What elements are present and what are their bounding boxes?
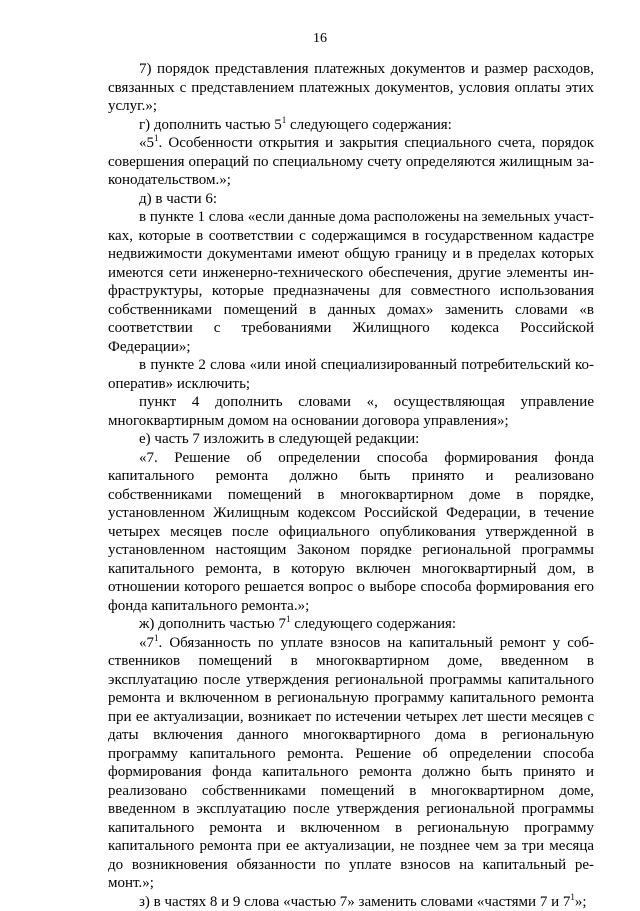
- page-number: 16: [0, 31, 640, 47]
- paragraph-d: д) в части 6:: [108, 190, 594, 209]
- paragraph-g-tail: следующего содержания:: [286, 117, 452, 133]
- paragraph-point-4: пункт 4 дополнить словами «, осуществляющая управление многоквартирным домом на основании договора управления»;: [108, 393, 594, 430]
- paragraph-g: [108, 116, 594, 135]
- superscript-mark: 1: [154, 633, 159, 643]
- paragraph-zh-text: ж) дополнить частью 7: [139, 616, 286, 632]
- paragraph-zh-tail: следующего содержания:: [290, 616, 456, 632]
- superscript-mark: 1: [570, 892, 575, 902]
- paragraph-point-1: в пункте 1 слова «если данные дома расположены на земельных участках, которые в соответствии с содержащимся в государственном кадастре недвижимости документами имеют общую границу и в пределах которых имеются сети инженерно-технического обеспечения, другие элементы инфраструктуры, которые предназначены для совместного использования собственниками помещений в данных домах» заменить словами «в соответствии с требованиями Жилищного кодекса Российской Федерации»;: [108, 208, 594, 356]
- paragraph-part-5-1-text: . Особенности открытия и закрытия специального счета, порядок совершения операций по специальному счету определяются жилищным законодательством.»;: [108, 135, 594, 188]
- superscript-mark: 1: [286, 614, 291, 624]
- paragraph-part-7-1-lead: «7: [139, 635, 154, 651]
- paragraph-z: [108, 893, 594, 911]
- paragraph-e: е) часть 7 изложить в следующей редакции:: [108, 430, 594, 449]
- paragraph-part-7-1: [108, 634, 594, 893]
- paragraph-part-7-1-text: . Обязанность по уплате взносов на капитальный ремонт у собственников помещений в многоквартирном доме, введенном в эксплуатацию после утверждения региональной программы капитального ремонта и включенном в региональную программу капитального ремонта при ее актуализации, возникает по истечении четырех лет шести месяцев с даты включения данного многоквартирного дома в региональную программу капитального ремонта. Решение об определении способа формирования фонда капитального ремонта должно быть принято и реализовано собственниками помещений в многоквартирном доме, введенном в эксплуатацию после утверждения региональной программы капитального ремонта и включенном в региональную программу капитального ремонта при ее актуализации, не позднее чем за три месяца до возникновения обязанности по уплате взносов на капитальный ремонт.»;: [108, 635, 594, 892]
- paragraph-item-7: 7) порядок представления платежных документов и размер расходов, связанных с представлением платежных документов, условия оплаты этих услуг.»;: [108, 60, 594, 116]
- paragraph-part-5-1-lead: «5: [139, 135, 154, 151]
- superscript-mark: 1: [154, 133, 159, 143]
- paragraph-part-7: «7. Решение об определении способа формирования фонда капитального ремонта должно быть принято и реализовано собственниками помещений в многоквартирном доме в порядке, установленном Жилищным кодексом Российской Федерации, в течение четырех месяцев после официального опубликования утвержденной в установленном настоящим Законом порядке региональной программы капитального ремонта, в которую включен многоквартирный дом, в отношении которого решается вопрос о выборе способа формирования его фонда капитального ремонта.»;: [108, 449, 594, 616]
- paragraph-g-text: г) дополнить частью 5: [139, 117, 282, 133]
- paragraph-z-tail: »;: [575, 894, 587, 910]
- superscript-mark: 1: [282, 115, 287, 125]
- paragraph-part-5-1: [108, 134, 594, 190]
- paragraph-z-text: з) в частях 8 и 9 слова «частью 7» заменить словами «частями 7 и 7: [139, 894, 570, 910]
- paragraph-zh: [108, 615, 594, 634]
- paragraph-point-2: в пункте 2 слова «или иной специализированный потребительский кооператив» исключить;: [108, 356, 594, 393]
- document-body: [108, 60, 594, 911]
